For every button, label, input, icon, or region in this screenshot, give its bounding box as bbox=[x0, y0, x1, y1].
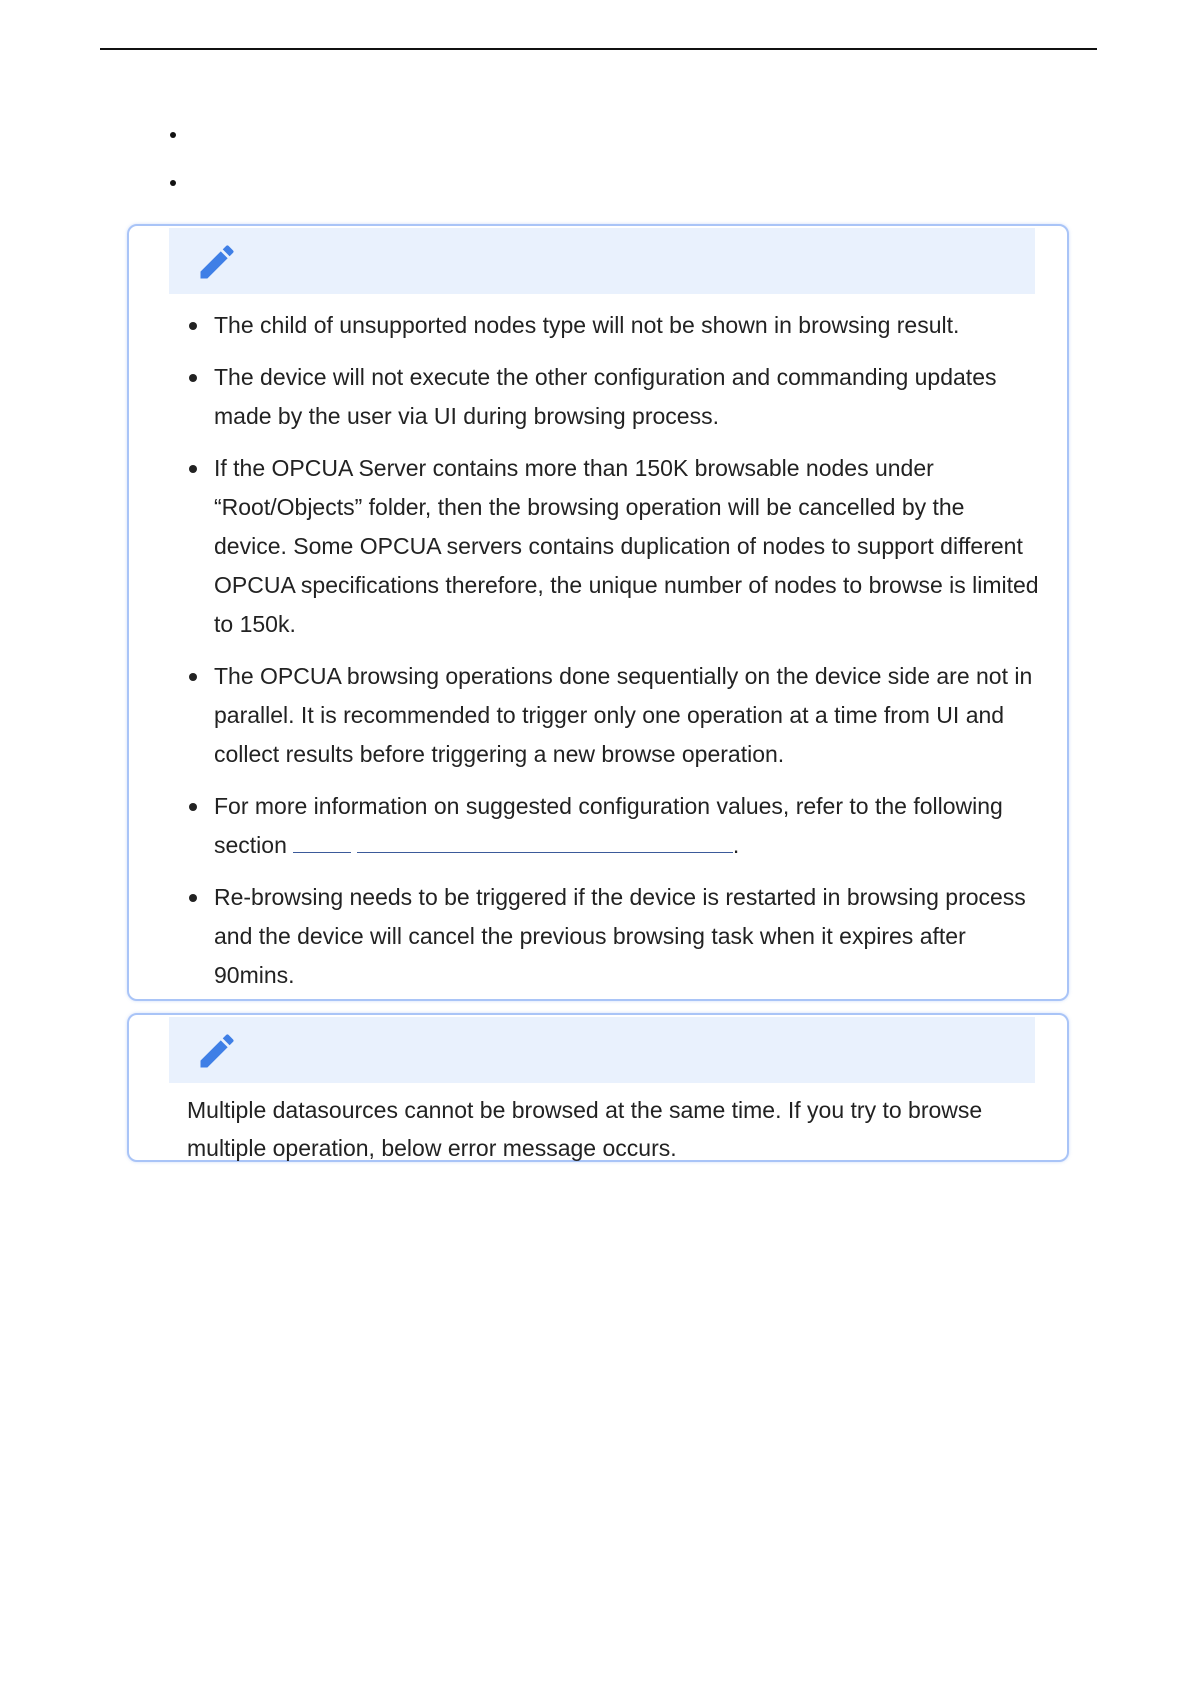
note-list-item bbox=[187, 878, 1042, 995]
header-rule bbox=[100, 48, 1097, 50]
note-list-item bbox=[187, 449, 1042, 644]
section-reference-link[interactable] bbox=[357, 830, 733, 853]
pencil-icon bbox=[195, 240, 239, 284]
note-body-text: Multiple datasources cannot be browsed at the same time. If you try to browse multiple operation, below error message occurs. bbox=[187, 1097, 983, 1161]
note-box-browsing-limitations bbox=[127, 224, 1069, 1001]
note-header bbox=[169, 1017, 1035, 1083]
note-list bbox=[187, 306, 1042, 1008]
note-item-text: If the OPCUA Server contains more than 150K browsable nodes under “Root/Objects” folder, then the browsing operation will be cancelled by the device. Some OPCUA servers contains duplication of nodes to support different OPCUA specifications therefore, the unique number of nodes to browse is limited to 150k. bbox=[214, 455, 1039, 637]
note-item-text: For more information on suggested configuration values, refer to the following section bbox=[214, 793, 1003, 858]
note-list-item-info bbox=[187, 787, 1042, 865]
sentence-end: . bbox=[732, 832, 740, 858]
note-list-item bbox=[187, 358, 1042, 436]
note-box-multiple-datasources bbox=[127, 1013, 1069, 1162]
note-header bbox=[169, 228, 1035, 294]
pencil-icon bbox=[195, 1029, 239, 1073]
note-item-text: The child of unsupported nodes type will not be shown in browsing result. bbox=[214, 312, 960, 338]
note-list-item bbox=[187, 306, 1042, 345]
note-item-text: Re-browsing needs to be triggered if the device is restarted in browsing process and the device will cancel the previous browsing task when it expires after 90mins. bbox=[214, 884, 1026, 988]
note-list-item bbox=[187, 657, 1042, 774]
note-item-text: The device will not execute the other configuration and commanding updates made by the user via UI during browsing process. bbox=[214, 364, 997, 429]
section-reference-link[interactable] bbox=[293, 830, 351, 853]
note-item-text: The OPCUA browsing operations done sequentially on the device side are not in parallel. It is recommended to trigger only one operation at a time from UI and collect results before triggering a new browse operation. bbox=[214, 663, 1033, 767]
